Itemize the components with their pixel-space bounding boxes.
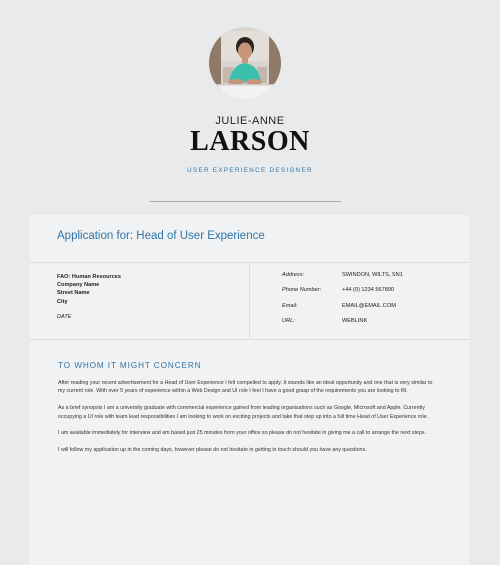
contact-label: Phone Number: bbox=[282, 287, 322, 293]
divider bbox=[30, 339, 469, 340]
first-name: JULIE-ANNE bbox=[215, 115, 285, 127]
contact-value: EMAIL@EMAIL.COM bbox=[342, 303, 396, 309]
profile-photo bbox=[209, 27, 281, 99]
recipient-line: FAO: Human Resources bbox=[57, 274, 122, 280]
letter-paragraph: After reading your recent advertisement for a Head of User Experience I felt compelled to apply. It sounds like an ideal opportunity and one that is very similar to my current role. With over 5 years of experience within a Web Design and UI role I feel I have a good grasp of the requirements you are looking to fill. bbox=[58, 380, 433, 395]
contact-value: +44 (0) 1234 567890 bbox=[342, 287, 395, 293]
job-title: USER EXPERIENCE DESIGNER bbox=[187, 167, 313, 174]
contact-label: Address: bbox=[282, 272, 305, 278]
letter-card bbox=[30, 215, 469, 565]
contact-label: Email: bbox=[282, 303, 298, 309]
letter-body bbox=[58, 379, 434, 463]
contact-label: URL: bbox=[282, 318, 295, 324]
letter-paragraph: I will follow my application up in the coming days, however please do not hesitate in getting in touch should you have any questions. bbox=[58, 447, 367, 454]
header-divider bbox=[150, 201, 341, 202]
contact-value: SWINDON, WILTS, SN1 bbox=[342, 272, 403, 278]
vertical-divider bbox=[249, 263, 250, 338]
application-title: Application for: Head of User Experience bbox=[57, 230, 265, 242]
letter-paragraph: I am available immediately for interview and am based just 25 minutes from your office so please do not hesitate in giving me a call to arrange the next steps. bbox=[58, 430, 426, 437]
recipient-line: Company Name bbox=[57, 282, 100, 289]
last-name: LARSON bbox=[190, 126, 310, 157]
recipient-line: City bbox=[57, 298, 68, 305]
recipient-line: Street Name bbox=[57, 290, 90, 297]
date: DATE bbox=[57, 314, 72, 320]
greeting: TO WHOM IT MIGHT CONCERN bbox=[58, 361, 202, 370]
letter-paragraph: As a brief synopsis I am a university graduate with commercial experience gained from leading organisations such as Google, Microsoft and Apple. Currently occupying a UI role with team lead responsibilities I am looking to work on exciting projects and take that step up into a full time Head of User Experience role. bbox=[58, 405, 429, 420]
contact-value: WEBLINK bbox=[342, 318, 368, 324]
recipient-address bbox=[57, 273, 121, 306]
